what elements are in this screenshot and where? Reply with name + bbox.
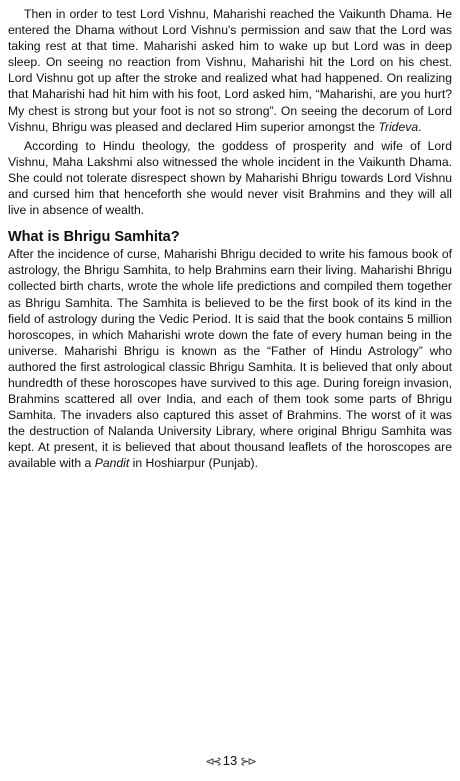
paragraph-bhrigu-samhita	[8, 246, 452, 471]
paragraph-text-end: in Hoshiarpur (Punjab).	[129, 456, 258, 471]
paragraph-vishnu-test	[8, 6, 452, 135]
right-ornament-icon: ⊱⊳	[240, 756, 255, 768]
page-content	[8, 6, 452, 472]
section-heading: What is Bhrigu Samhita?	[8, 229, 180, 246]
page-footer	[0, 753, 460, 768]
italic-term-trideva: Trideva	[378, 119, 419, 134]
paragraph-text: After the incidence of curse, Maharishi Bhrigu decided to write his famous book of astrology, the Bhrigu Samhita, to help Brahmins earn their living. Maharishi Bhrigu collected birth charts, wrote the whole life predictions and compiled them together as Bhrigu Samhita. The Samhita is believed to be the first book of its kind in the field of astrology during the Vedic Period. It is said that the book contains 5 million horoscopes, in which Maharishi wrote down the fate of every human being in the universe. Maharishi Bhrigu is known as the “Father of Hindu Astrology” who authored the first astrological classic Bhrigu Samhita. It is believed that only about hundredth of these horoscopes have survived to this age. During foreign invasion, Brahmins scattered all over India, and each of them took some parts of Bhrigu Samhita. The invaders also captured this asset of Brahmins. The worst of it was the destruction of Nalanda University Library, where original Bhrigu Samhita was kept. At present, it is believed that about thousand leaflets of the horoscopes are available with a	[8, 247, 452, 471]
left-ornament-icon: ⊲⊰	[205, 756, 220, 768]
italic-term-pandit: Pandit	[94, 456, 130, 471]
page-number: 13	[222, 753, 238, 768]
paragraph-text-end: .	[418, 119, 422, 134]
paragraph-lakshmi-curse: According to Hindu theology, the goddess of prosperity and wife of Lord Vishnu, Maha Lakshmi also witnessed the whole incident in the Vaikunth Dhama. She could not tolerate disrespect shown by Maharishi Bhrigu towards Lord Vishnu and cursed him that henceforth she would never visit Brahmins and they will all live in absence of wealth.	[8, 138, 452, 218]
paragraph-text: Then in order to test Lord Vishnu, Maharishi reached the Vaikunth Dhama. He entered the Dhama without Lord Vishnu's permission and saw that the Lord was taking rest at that time. Maharishi asked him to wake up but Lord was in deep sleep. On seeing no reaction from Vishnu, Maharishi hit the Lord on his chest. Lord Vishnu got up after the stroke and realized what had happened. On realizing that Maharishi had hit him with his foot, Lord asked him, “Maharishi, are you hurt? My chest is strong but your foot is not so strong”. On seeing the decorum of Lord Vishnu, Bhrigu was pleased and declared Him superior amongst the	[8, 7, 452, 134]
